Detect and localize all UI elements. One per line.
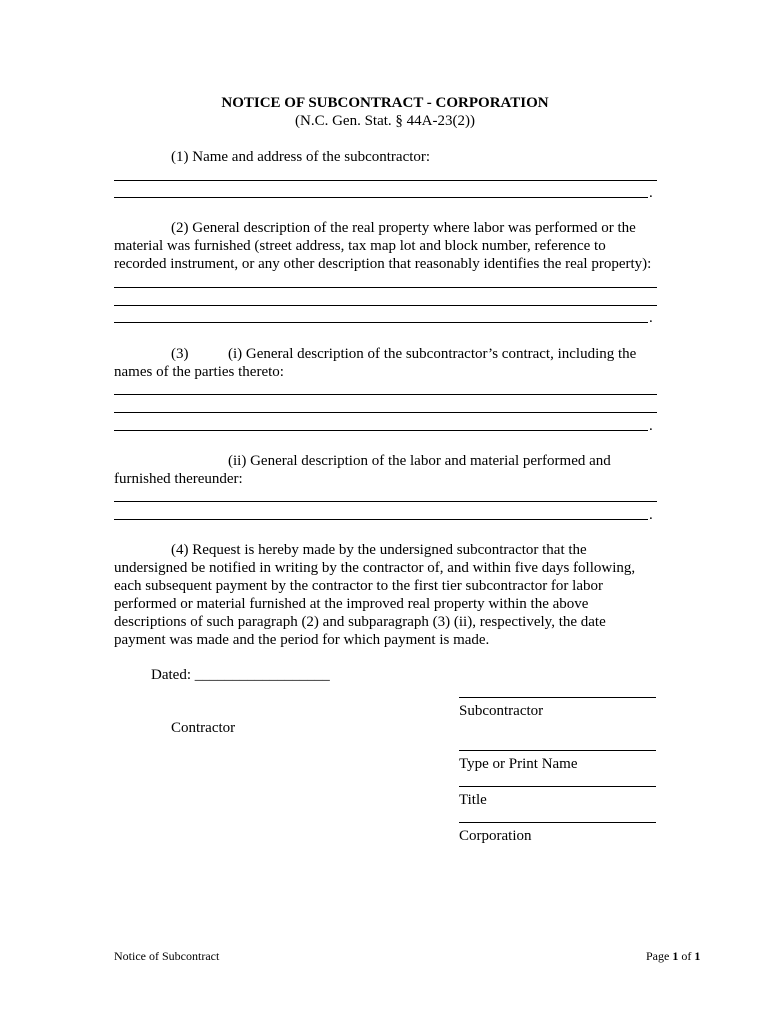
section-3i-blank-line [114, 394, 657, 395]
corporation-label: Corporation [459, 828, 532, 844]
section-1-label: (1) Name and address of the subcontractor: [171, 149, 431, 165]
print-name-line [459, 750, 656, 751]
title-line [459, 786, 656, 787]
type-print-name-label: Type or Print Name [459, 756, 578, 772]
section-2-blank-line [114, 287, 657, 288]
section-1-blank-line [114, 180, 657, 181]
section-4-text-line: payment was made and the period for which payment is made. [114, 632, 490, 648]
page-number [646, 948, 700, 964]
line-end-period: . [649, 418, 653, 434]
section-3i-text-line: (i) General description of the subcontractor’s contract, including the [228, 346, 637, 362]
page-of: of [681, 949, 692, 963]
line-end-period: . [649, 185, 653, 201]
section-3i-blank-line [114, 412, 657, 413]
section-3-number: (3) [171, 346, 189, 362]
section-3ii-blank-line [114, 519, 648, 520]
section-2-text-line: material was furnished (street address, tax map lot and block number, reference to [114, 238, 606, 254]
subcontractor-signature-line [459, 697, 656, 698]
page-total: 1 [694, 949, 701, 963]
section-3ii-text-line: (ii) General description of the labor and material performed and [228, 453, 611, 469]
section-4-text-line: undersigned be notified in writing by the contractor of, and within five days following, [114, 560, 636, 576]
section-3i-text-line: names of the parties thereto: [114, 364, 284, 380]
title-label: Title [459, 792, 487, 808]
page-word: Page [646, 949, 670, 963]
section-3i-blank-line [114, 430, 648, 431]
section-2-blank-line [114, 322, 648, 323]
section-4-text-line: each subsequent payment by the contractor to the first tier subcontractor for labor [114, 578, 603, 594]
line-end-period: . [649, 310, 653, 326]
document-title: NOTICE OF SUBCONTRACT - CORPORATION [221, 95, 549, 111]
footer-document-name: Notice of Subcontract [114, 949, 220, 963]
section-2-blank-line [114, 305, 657, 306]
section-2-text-line: (2) General description of the real property where labor was performed or the [171, 220, 636, 236]
section-3ii-blank-line [114, 501, 657, 502]
section-4-text-line: performed or material furnished at the improved real property within the above [114, 596, 589, 612]
section-4-text-line: descriptions of such paragraph (2) and subparagraph (3) (ii), respectively, the date [114, 614, 606, 630]
section-1-blank-line [114, 197, 648, 198]
statute-reference: (N.C. Gen. Stat. § 44A-23(2)) [295, 113, 475, 129]
section-2-text-line: recorded instrument, or any other description that reasonably identifies the real property): [114, 256, 652, 272]
line-end-period: . [649, 507, 653, 523]
corporation-line [459, 822, 656, 823]
page-current: 1 [672, 949, 679, 963]
section-3ii-text-line: furnished thereunder: [114, 471, 243, 487]
contractor-label: Contractor [171, 720, 236, 736]
dated-field: Dated: __________________ [151, 667, 330, 683]
subcontractor-label: Subcontractor [459, 703, 544, 719]
section-4-text-line: (4) Request is hereby made by the undersigned subcontractor that the [171, 542, 587, 558]
